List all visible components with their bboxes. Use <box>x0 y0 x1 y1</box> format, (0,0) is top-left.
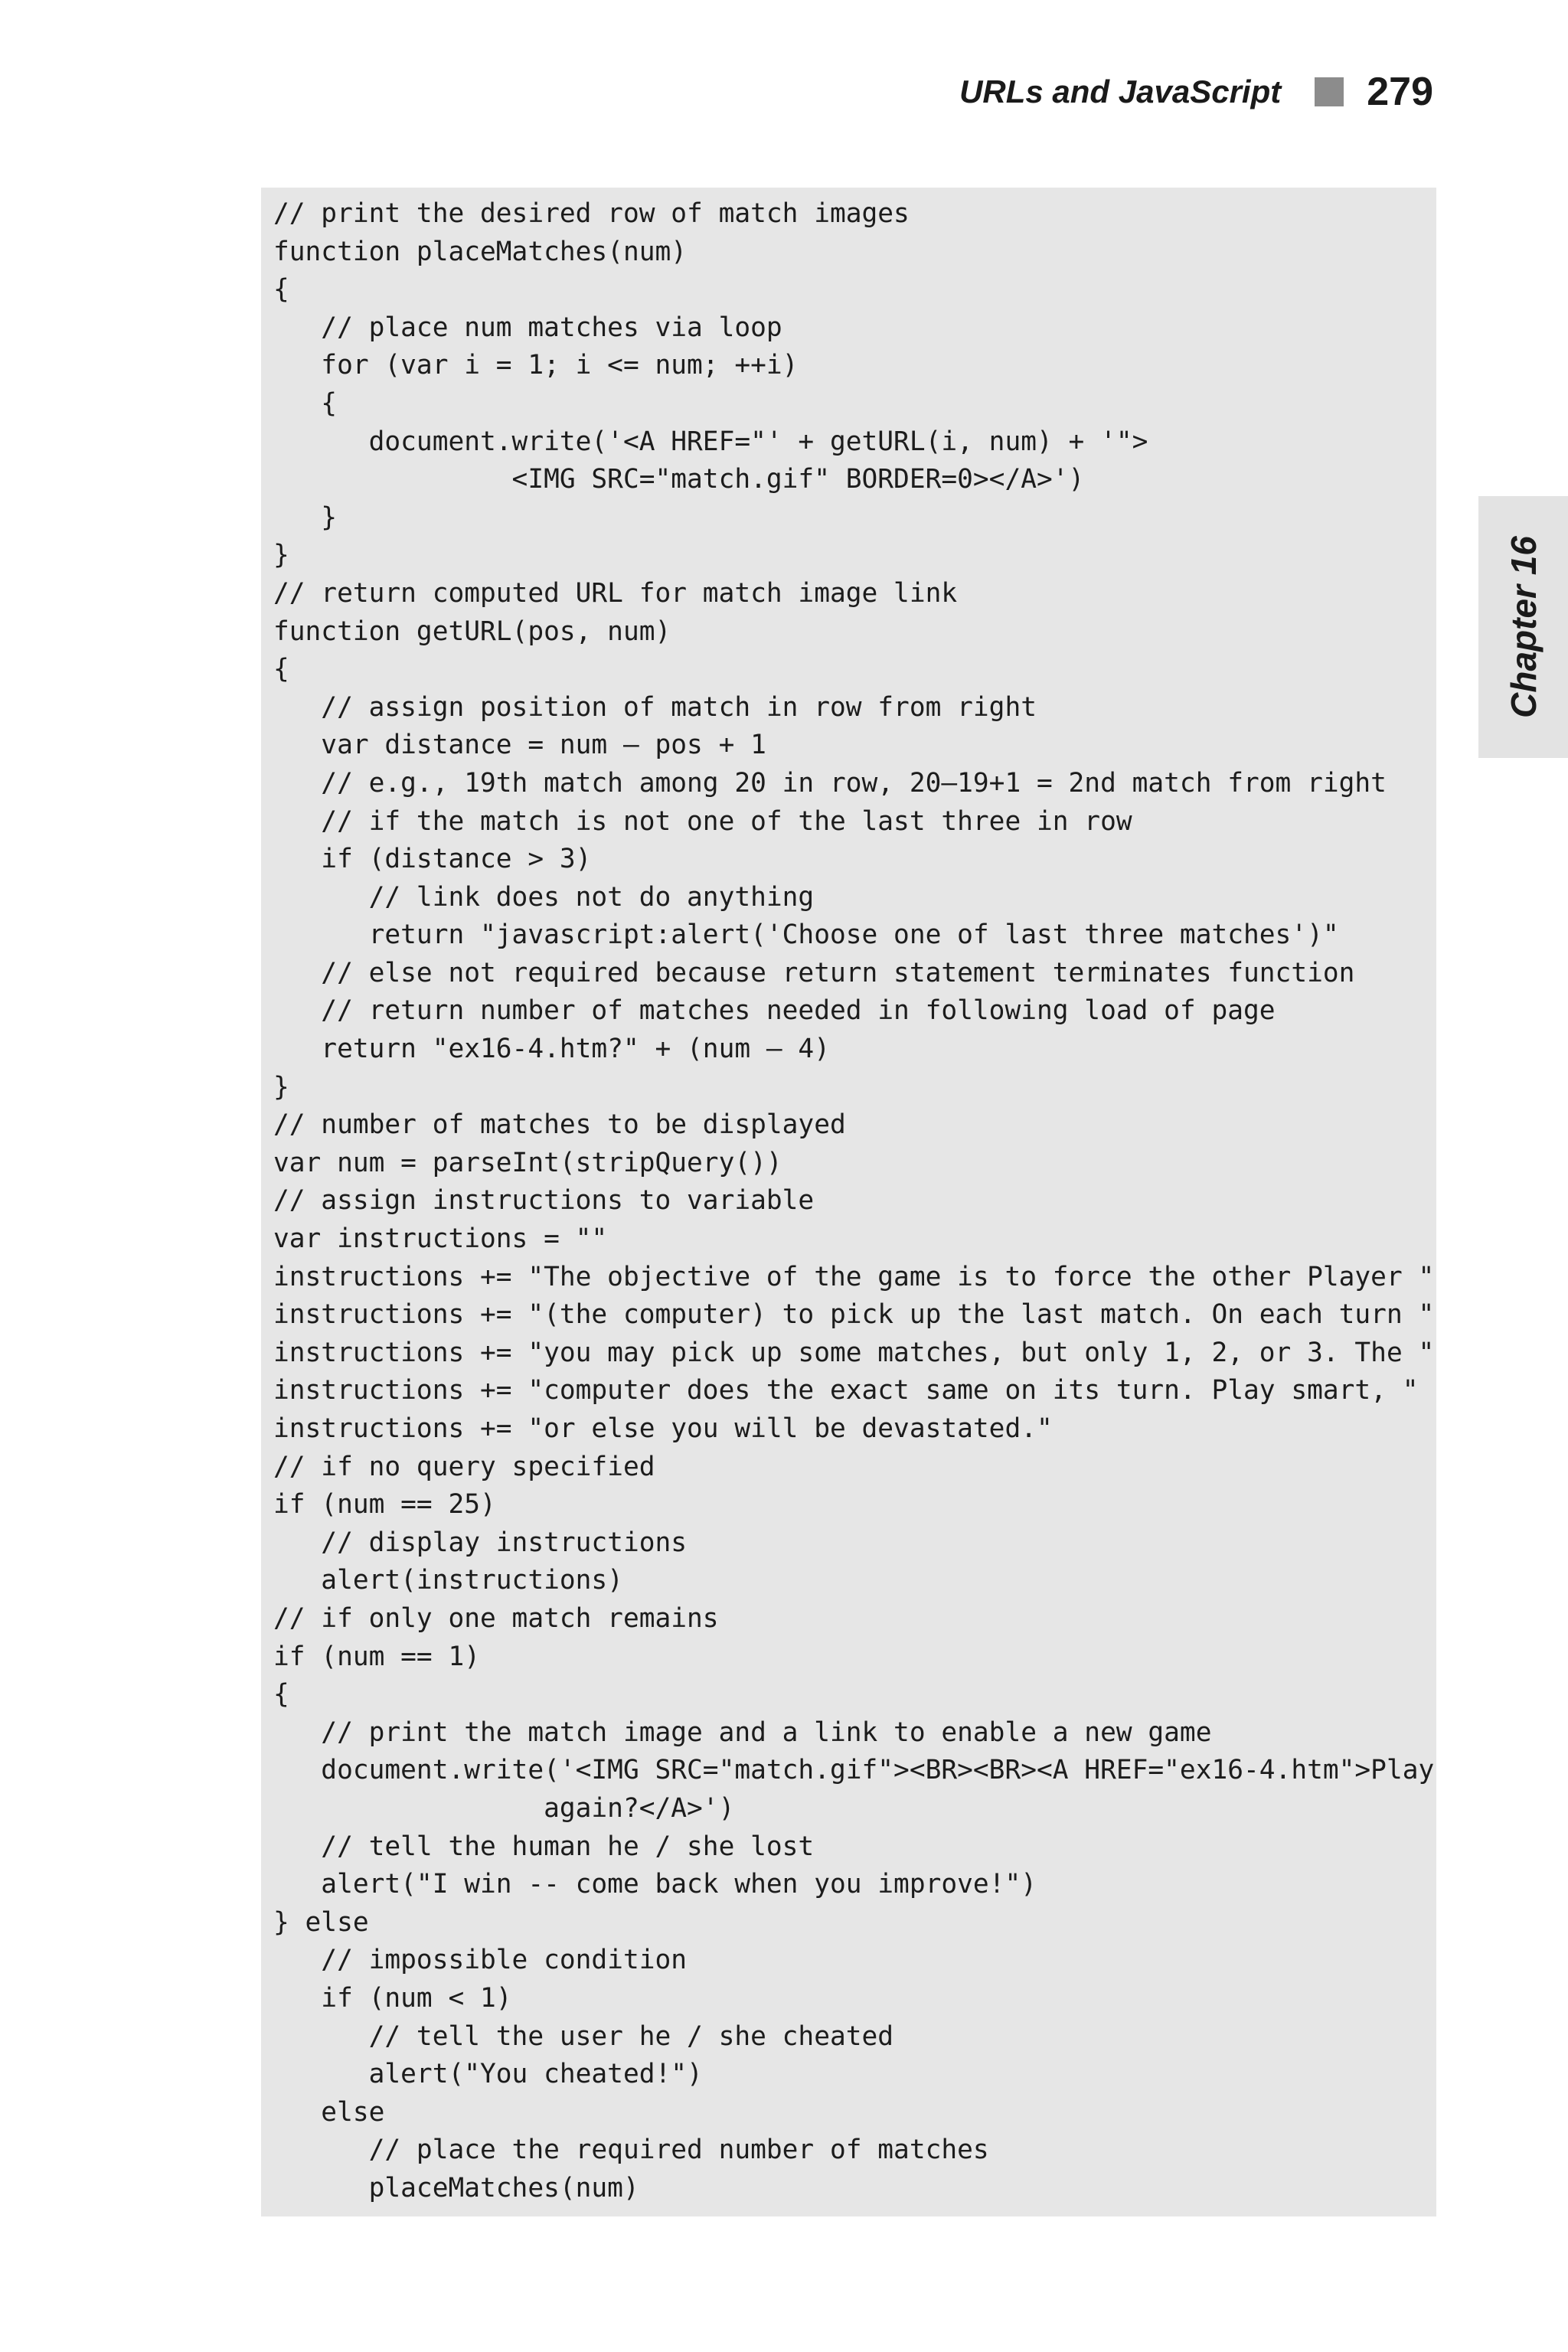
code-line: // print the match image and a link to enable a new game <box>273 1717 1212 1748</box>
code-line: instructions += "computer does the exact same on its turn. Play smart, " <box>273 1375 1419 1406</box>
code-line: instructions += "The objective of the game is to force the other Player " <box>273 1261 1435 1292</box>
code-line: // assign instructions to variable <box>273 1185 815 1217</box>
code-line: return "javascript:alert('Choose one of last three matches')" <box>273 920 1339 951</box>
running-head <box>959 67 1433 116</box>
code-line: // tell the human he / she lost <box>273 1831 815 1862</box>
code-line: alert(instructions) <box>273 1565 623 1596</box>
code-line: // if only one match remains <box>273 1602 719 1634</box>
code-line: alert("You cheated!") <box>273 2059 703 2090</box>
code-line: // print the desired row of match images <box>273 198 910 229</box>
code-line: for (var i = 1; i <= num; ++i) <box>273 350 799 381</box>
code-line: // number of matches to be displayed <box>273 1109 846 1141</box>
code-line: // e.g., 19th match among 20 in row, 20–19+1 = 2nd match from right <box>273 767 1387 799</box>
code-line: // return computed URL for match image link <box>273 577 958 609</box>
code-line: } <box>273 1071 289 1102</box>
code-line: // place num matches via loop <box>273 312 782 343</box>
chapter-tab-label: Chapter 16 <box>1503 536 1544 718</box>
code-line: // if the match is not one of the last three in row <box>273 805 1132 837</box>
code-line: alert("I win -- come back when you improve!") <box>273 1869 1037 1900</box>
code-line: document.write('<IMG SRC="match.gif"><BR><BR><A HREF="ex16-4.htm">Play <box>273 1755 1435 1786</box>
code-line: // display instructions <box>273 1527 688 1558</box>
code-line: // tell the user he / she cheated <box>273 2020 894 2052</box>
code-line: } else <box>273 1906 369 1938</box>
code-line: again?</A>') <box>273 1792 735 1824</box>
running-head-title: URLs and JavaScript <box>959 74 1282 109</box>
code-line: } <box>273 540 289 571</box>
code-line: instructions += "(the computer) to pick up the last match. On each turn " <box>273 1299 1435 1331</box>
code-line: if (distance > 3) <box>273 844 592 875</box>
code-line: // link does not do anything <box>273 881 815 913</box>
code-line: document.write('<A HREF="' + getURL(i, num) + '"> <box>273 426 1148 457</box>
header-square-ornament <box>1315 77 1344 106</box>
code-line: function placeMatches(num) <box>273 236 688 267</box>
code-line: // if no query specified <box>273 1451 655 1482</box>
code-line: { <box>273 387 338 419</box>
code-line: if (num == 25) <box>273 1489 496 1521</box>
code-line: { <box>273 274 289 305</box>
code-line: else <box>273 2096 385 2128</box>
code-line: placeMatches(num) <box>273 2172 639 2203</box>
code-line: // assign position of match in row from right <box>273 691 1037 723</box>
code-line: instructions += "you may pick up some matches, but only 1, 2, or 3. The " <box>273 1337 1435 1368</box>
code-line: var num = parseInt(stripQuery()) <box>273 1147 782 1178</box>
code-line: instructions += "or else you will be devastated." <box>273 1413 1053 1444</box>
code-line: var distance = num – pos + 1 <box>273 730 766 761</box>
code-line: { <box>273 654 289 685</box>
code-line: // impossible condition <box>273 1945 688 1976</box>
code-line: var instructions = "" <box>273 1223 608 1255</box>
page-number: 279 <box>1367 70 1433 114</box>
code-line: } <box>273 501 338 533</box>
code-line: return "ex16-4.htm?" + (num – 4) <box>273 1034 830 1065</box>
chapter-tab <box>1478 496 1568 758</box>
code-line: if (num == 1) <box>273 1641 481 1672</box>
code-listing <box>261 188 1436 2216</box>
code-line: { <box>273 1679 289 1710</box>
code-line: // else not required because return statement terminates function <box>273 957 1355 988</box>
code-line: function getURL(pos, num) <box>273 616 671 647</box>
code-line: // return number of matches needed in following load of page <box>273 995 1276 1027</box>
code-line: // place the required number of matches <box>273 2135 989 2166</box>
code-line: <IMG SRC="match.gif" BORDER=0></A>') <box>273 464 1085 495</box>
code-line: if (num < 1) <box>273 1982 512 2014</box>
